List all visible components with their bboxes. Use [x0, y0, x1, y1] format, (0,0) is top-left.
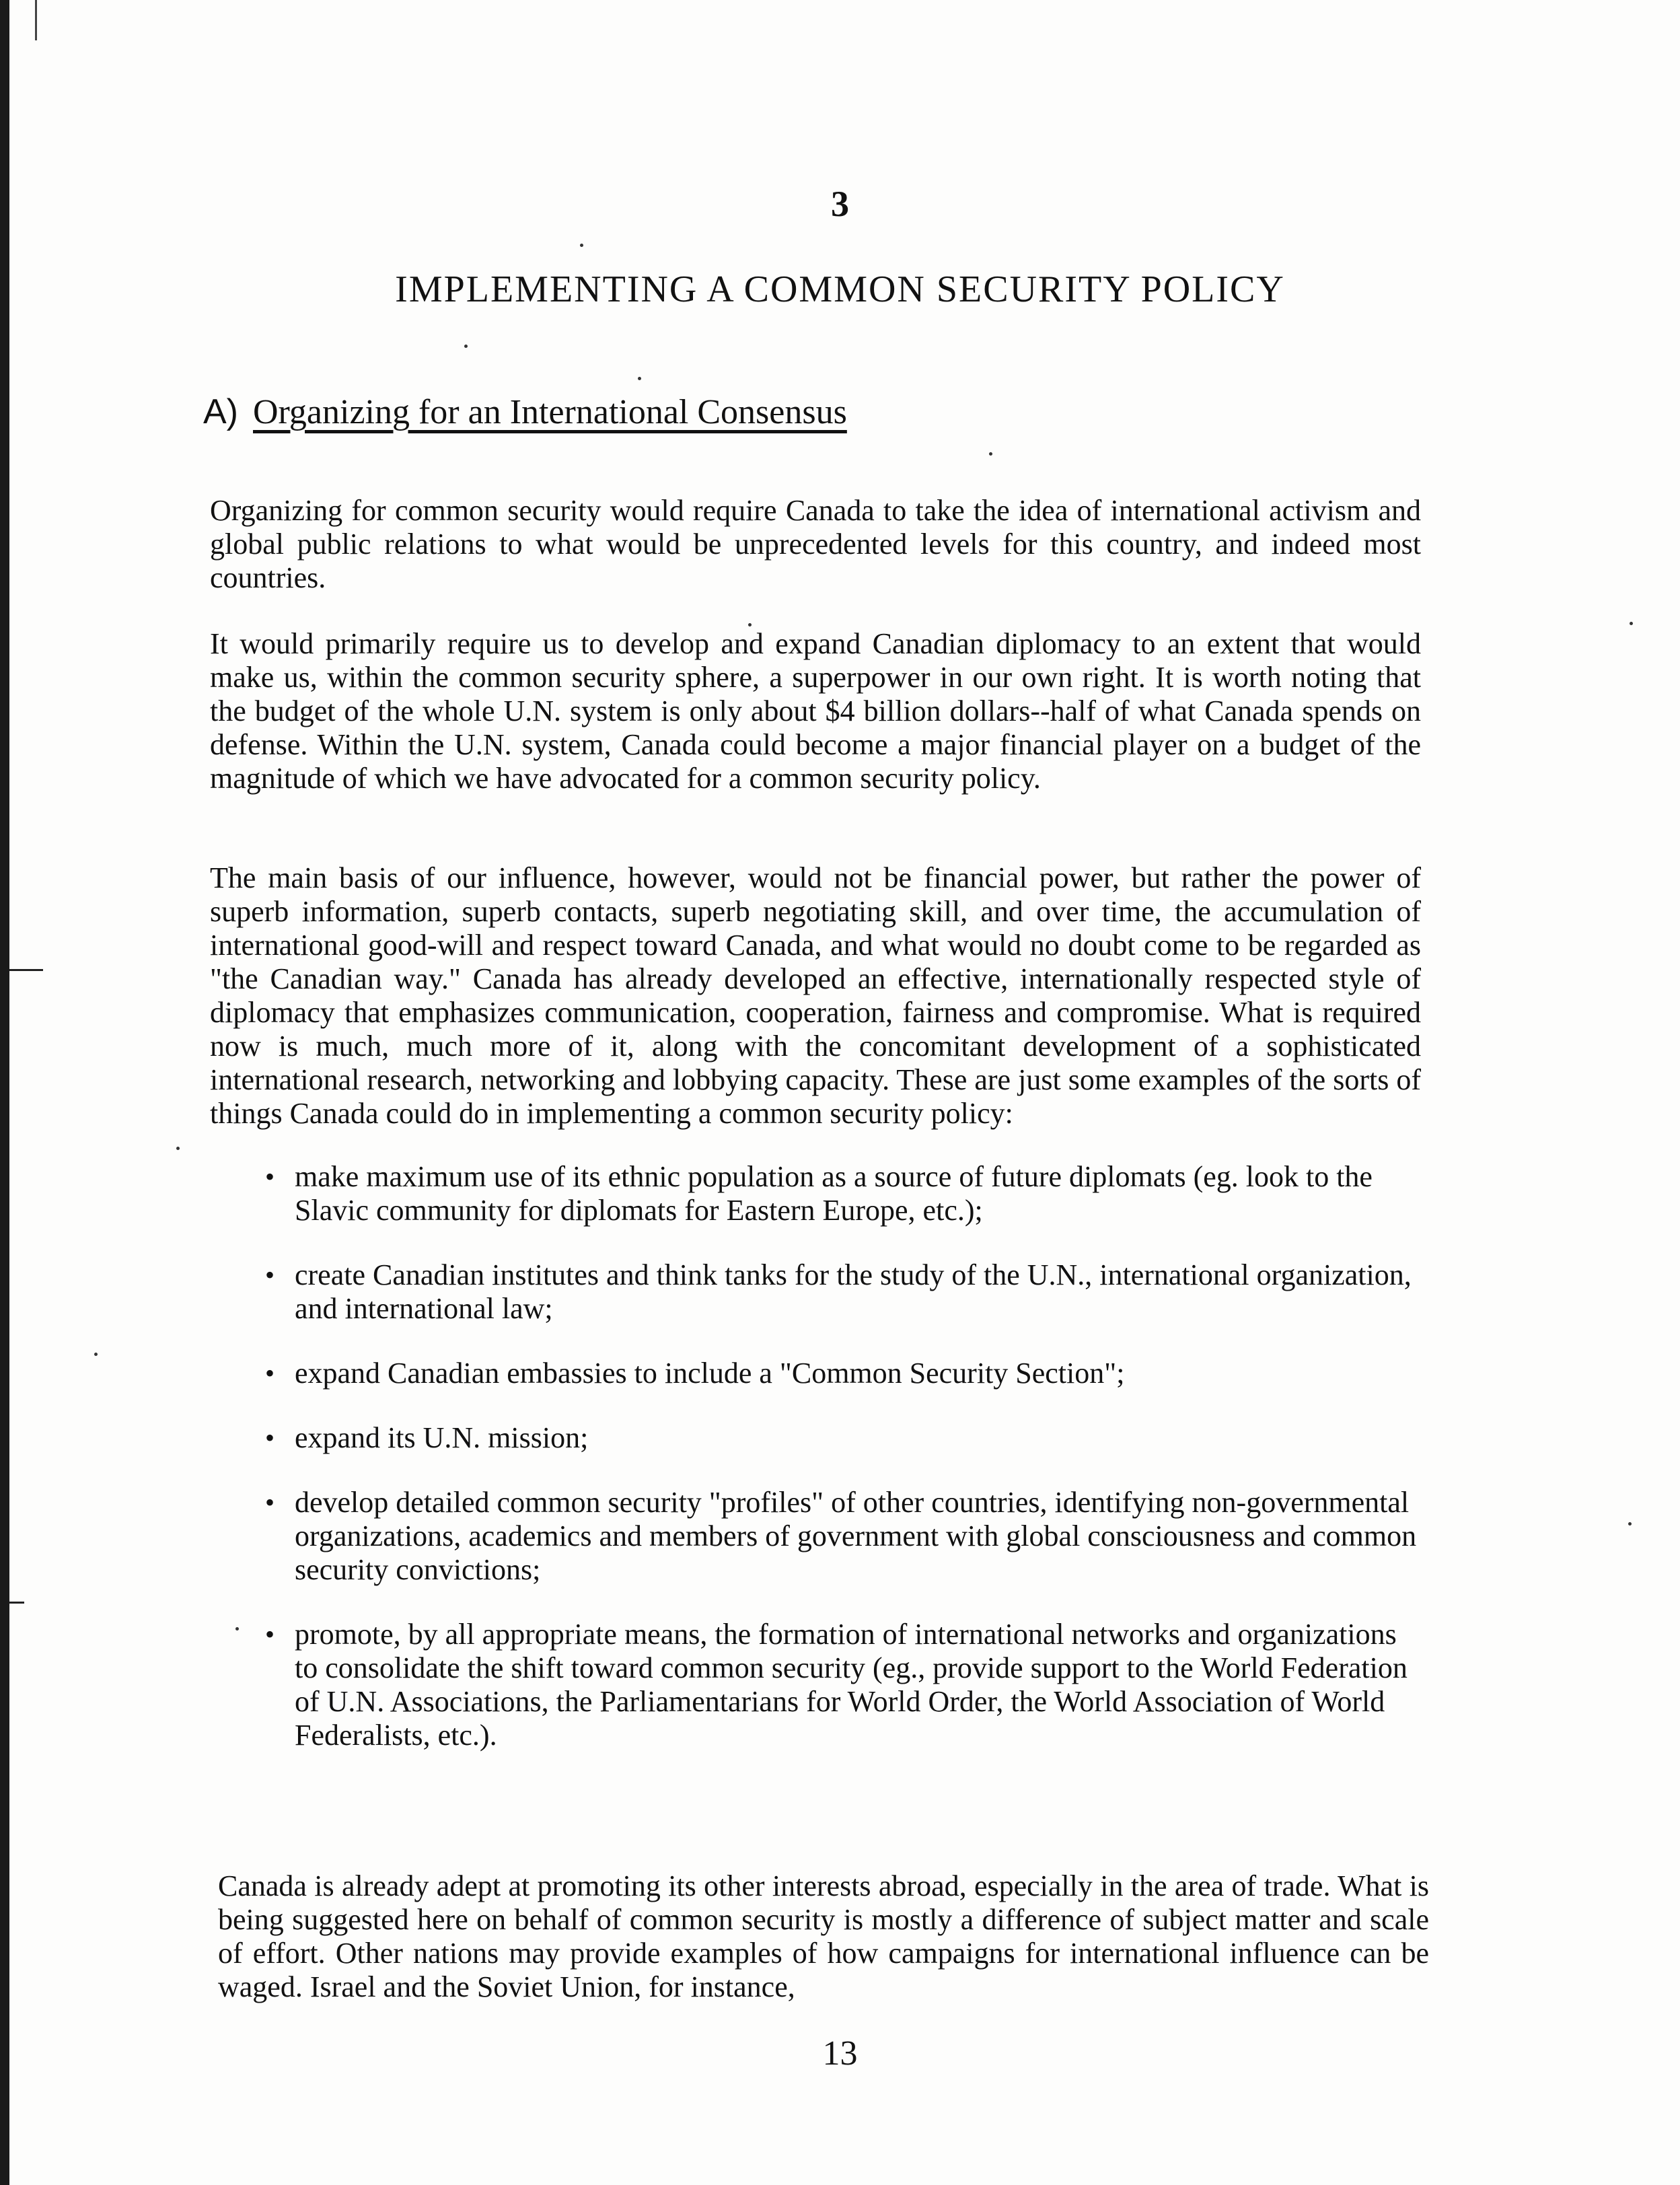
list-item: • make maximum use of its ethnic population as a source of future diplomats (eg. look to the Slavic community for diplomats for Eastern Europe, etc.);: [262, 1160, 1420, 1227]
margin-tick: [9, 1602, 24, 1604]
list-item: • promote, by all appropriate means, the formation of international networks and organizations to consolidate the shift toward common security (eg., provide support to the World Federation of U.N. Associations, the Parliamentarians for World Order, the World Association of World Federalists, etc.).: [262, 1618, 1420, 1752]
scan-speck: [989, 452, 992, 456]
list-item: • develop detailed common security "profiles" of other countries, identifying non-governmental organizations, academics and members of government with global consciousness and common security convictions;: [262, 1486, 1420, 1587]
paragraph: It would primarily require us to develop and expand Canadian diplomacy to an extent that would make us, within the common security sphere, a superpower in our own right. It is worth noting that the budget of the whole U.N. system is only about $4 billion dollars--half of what Canada spends on defense. Within the U.N. system, Canada could become a major financial player on a budget of the magnitude of which we have advocated for a common security policy.: [210, 627, 1421, 795]
section-letter: A): [203, 392, 238, 431]
chapter-number: 3: [831, 184, 849, 224]
binding-edge: [0, 0, 9, 2185]
paragraph: The main basis of our influence, however, would not be financial power, but rather the power of superb information, superb contacts, superb negotiating skill, and over time, the accumulation of international good-will and respect toward Canada, and what would no doubt come to be regarded as "the Canadian way." Canada has already developed an effective, internationally respected style of diplomacy that emphasizes communication, cooperation, fairness and compromise. What is required now is much, much more of it, along with the concomitant development of a sophisticated international research, networking and lobbying capacity. These are just some examples of the sorts of things Canada could do in implementing a common security policy:: [210, 861, 1421, 1130]
scan-speck: [638, 377, 641, 380]
binding-edge-mark: [35, 0, 37, 40]
scan-speck: [1630, 622, 1633, 625]
list-item: • create Canadian institutes and think tanks for the study of the U.N., international organization, and international law;: [262, 1258, 1420, 1326]
margin-tick: [9, 969, 43, 971]
bullet-list: [262, 1160, 1420, 1783]
scan-speck: [464, 345, 468, 348]
list-item: • expand Canadian embassies to include a "Common Security Section";: [262, 1357, 1420, 1390]
list-item: • expand its U.N. mission;: [262, 1421, 1420, 1455]
page-number: 13: [822, 2034, 858, 2073]
scan-speck: [235, 1627, 239, 1631]
scan-speck: [748, 623, 752, 626]
section-title: Organizing for an International Consensus: [253, 393, 847, 431]
paragraph: Organizing for common security would require Canada to take the idea of international activism and global public relations to what would be unprecedented levels for this country, and indeed most countries.: [210, 494, 1421, 594]
closing-paragraph: Canada is already adept at promoting its other interests abroad, especially in the area of trade. What is being suggested here on behalf of common security is mostly a difference of subject matter and scale of effort. Other nations may provide examples of how campaigns for international influence can be waged. Israel and the Soviet Union, for instance,: [218, 1869, 1429, 2003]
scan-speck: [176, 1147, 180, 1150]
section-heading: [203, 392, 847, 432]
scan-speck: [1628, 1522, 1632, 1526]
chapter-title: IMPLEMENTING A COMMON SECURITY POLICY: [395, 268, 1285, 310]
scan-speck: [580, 244, 583, 247]
scan-speck: [94, 1353, 98, 1356]
